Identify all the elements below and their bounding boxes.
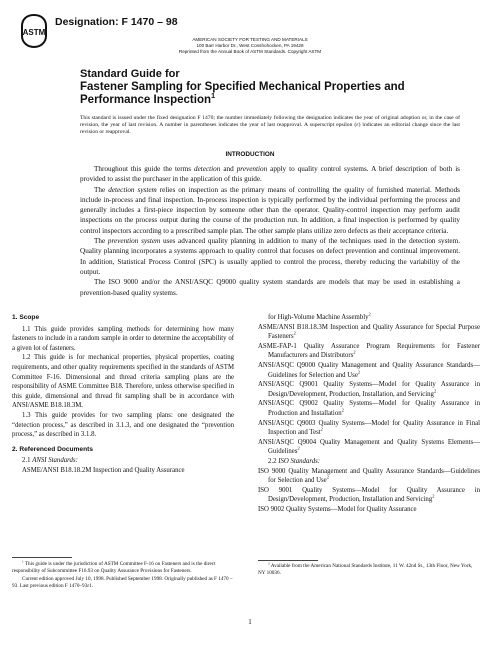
page-number: 1: [248, 618, 252, 626]
section-2-2-label: 2.2 ISO Standards:: [268, 457, 321, 465]
footnote-divider: [12, 557, 72, 558]
society-name: AMERICAN SOCIETY FOR TESTING AND MATERIALS: [192, 37, 308, 42]
title-line-3: Performance Inspection$^1$: [80, 91, 216, 106]
footnote-1-edition: Current edition approved July 10, 1998. Published September 1998. Originally published as F 1470 – 93. Last previous edition F 1470–93ε1.: [12, 576, 233, 589]
intro-paragraph-4: The ISO 9000 and/or the ANSI/ASQC Q9000 quality system standards are models that may be used in establishing a prevention-based quality systems.: [80, 278, 460, 297]
section-1-1: 1.1 This guide provides sampling methods for determining how many fasteners to include in a random sample in order to determine the acceptability of a given lot of fasteners.: [12, 325, 234, 352]
title-line-1: Standard Guide for: [80, 68, 180, 80]
reference-item: ANSI/ASQC Q9004 Quality Management and Quality Systems Elements—Guidelines$^2$: [258, 438, 480, 456]
footnotes-right: [258, 563, 480, 576]
footnote-1: $^1$ This guide is under the jurisdiction of ASTM Committee F-16 on Fasteners and is the direct responsibility of Subcommittee F16.93 on Quality Assurance Provisions for Fasteners.: [12, 559, 216, 574]
reference-item: ANSI/ASQC Q9000 Quality Management and Quality Assurance Standards—Guidelines for Selection and Use$^2$: [258, 361, 480, 379]
right-column: [258, 313, 480, 514]
reference-item: for High-Volume Machine Assembly$^2$: [268, 311, 371, 321]
introduction-text: [80, 164, 460, 298]
title-footnote-mark: 1: [211, 91, 216, 101]
footnote-divider: [258, 560, 318, 561]
section-1-heading: 1. Scope: [12, 314, 40, 321]
reference-item: ASME-FAP-1 Quality Assurance Program Requirements for Fastener Manufacturers and Distributors$^2$: [258, 342, 480, 360]
issue-note: This standard is issued under the fixed designation F 1470; the number immediately following the designation indicates the year of original adoption or, in the case of revision, the year of last revision. A number in parentheses indicates the year of last reapproval. A superscript epsilon (ε) indicates an editorial change since the last revision or reapproval.: [80, 115, 460, 135]
reference-item: ASME/ANSI B18.18.3M Inspection and Quality Assurance for Special Purpose Fasteners$^2$: [258, 323, 480, 341]
section-1-3: 1.3 This guide provides for two sampling plans: one designated the “detection process,” as described in 3.1.3, and one designated the “prevention process,” as described in 3.1.8.: [12, 411, 234, 439]
title-line-2: Fastener Sampling for Specified Mechanical Properties and: [80, 81, 405, 93]
society-address: 100 Barr Harbor Dr., West Conshohocken, PA 19428: [196, 43, 304, 48]
section-2-heading: 2. Referenced Documents: [12, 445, 93, 453]
astm-logo-icon: [20, 14, 48, 48]
reference-item: ISO 9002 Quality Systems—Model for Quality Assurance: [258, 505, 417, 513]
section-2-1-label: 2.1 ANSI Standards:: [22, 457, 78, 465]
reference-item: ASME/ANSI B18.18.2M Inspection and Quality Assurance: [22, 466, 185, 474]
section-1-2: 1.2 This guide is for mechanical properties, physical properties, coating requirements, and other quality requirements specified in the standards of ASTM Committee F-16. Dimensional and thread criteria sampling plans are the responsibility of ASME Committee B18. Therefore, unless otherwise specified in this guide, dimensional and thread fit sampling shall be in accordance with ANSI/ASME B18.18.3M.: [12, 354, 234, 410]
introduction-heading: INTRODUCTION: [225, 151, 275, 158]
reference-item: ISO 9001 Quality Systems—Model for Quality Assurance in Design/Development, Production, Installation and Servicing$^2$: [258, 486, 480, 504]
document-title: [80, 68, 460, 107]
publisher-block: [160, 37, 340, 55]
reference-item: ANSI/ASQC Q9003 Quality Systems—Model for Quality Assurance in Final Inspection and Test$^2$: [258, 419, 480, 437]
footnotes-left: [12, 561, 234, 591]
designation: Designation: F 1470 – 98: [55, 16, 178, 28]
left-column: [12, 313, 234, 476]
reprint-notice: Reprinted from the Annual Book of ASTM Standards. Copyright ASTM: [178, 49, 322, 54]
intro-paragraph-1: Throughout this guide the terms detection and prevention apply to quality control systems. A brief description of both is provided to assist the purchaser in the application of this guide.: [80, 165, 460, 184]
intro-paragraph-2: The detection system relies on inspection as the primary means of controlling the quality of furnished material. Methods include in-process and final inspection. In-process inspection is typically performed by the individual performing the process and generally includes a first-piece inspection by someone other than the operator. Quality-control inspection may perform audit inspections on the process output during the course of the production run. In addition, a final inspection is performed by quality control inspectors according to a prescribed sample plan. The other sample plans utilize zero defects as their acceptance criteria.: [80, 185, 460, 235]
footnote-2: $^2$ Available from the American National Standards Institute, 11 W. 42nd St., 13th Floor, New York, NY 10036.: [258, 561, 473, 576]
intro-paragraph-3: The prevention system uses advanced quality planning in addition to many of the techniques used in the detection system. Quality planning incorporates a systems approach to quality control that focuses on defect prevention and continual improvement. In addition, Statistical Process Control (SPC) is usually applied to control the process, thereby reducing the variability of the output.: [80, 237, 460, 276]
svg-text:ASTM: ASTM: [22, 28, 46, 37]
reference-item: ANSI/ASQC Q9002 Quality Systems—Model for Quality Assurance in Production and Installation$^2$: [258, 400, 480, 417]
reference-item: ANSI/ASQC Q9001 Quality Systems—Model for Quality Assurance in Design/Development, Production, Installation, and Servicing$^2$: [258, 381, 480, 398]
reference-item: ISO 9000 Quality Management and Quality Assurance Standards—Guidelines for Selection and Use$^2$: [258, 467, 480, 485]
